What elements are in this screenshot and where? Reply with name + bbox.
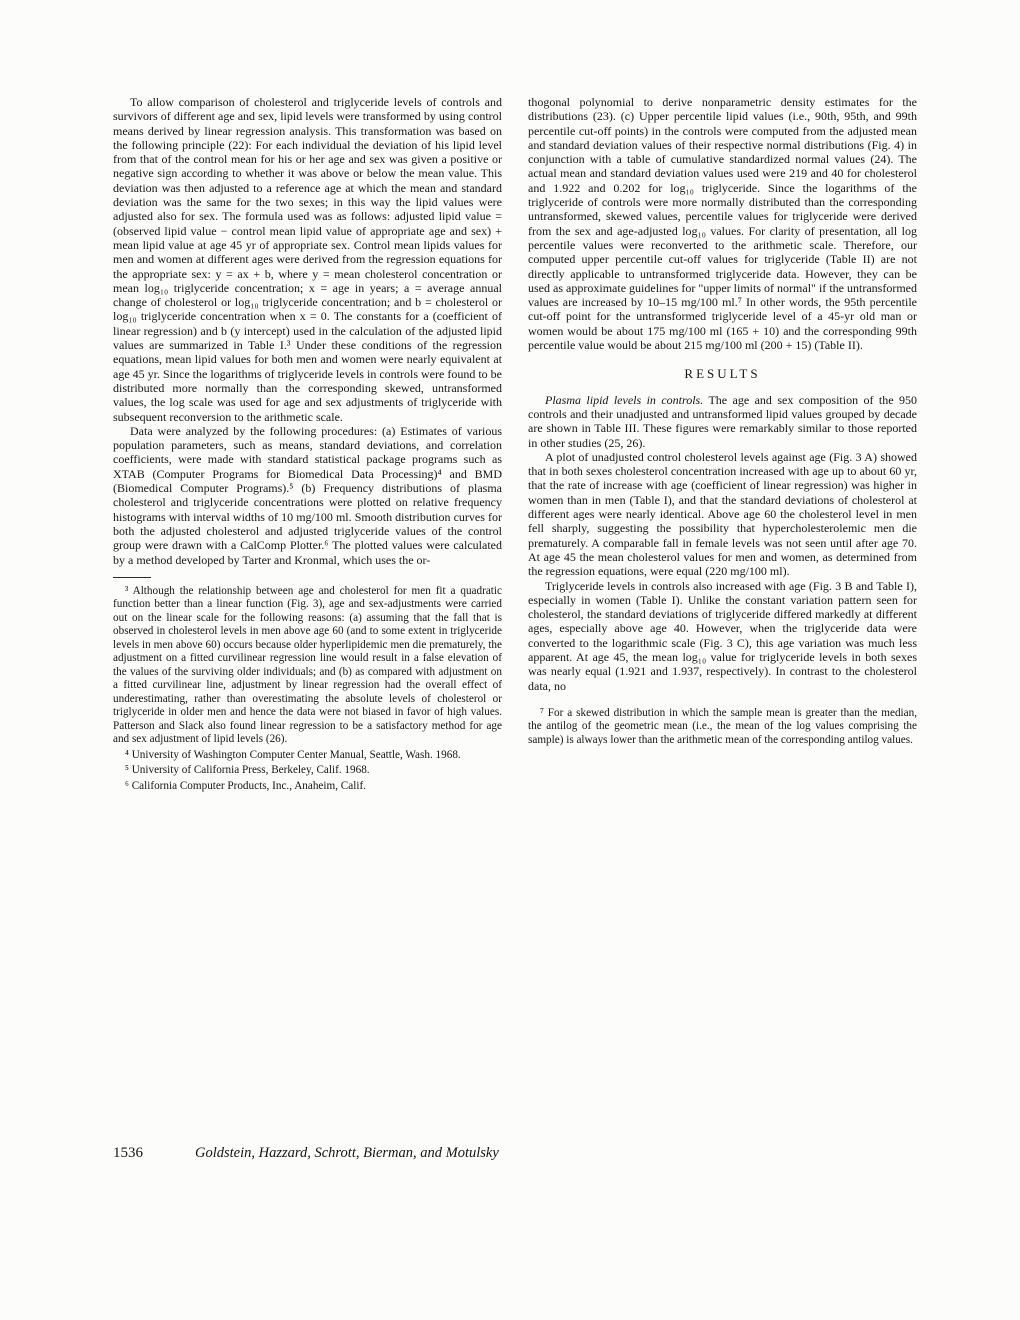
footnote-6: ⁶ California Computer Products, Inc., Anaheim, Calif. <box>125 779 366 792</box>
footnote-4: ⁴ University of Washington Computer Center Manual, Seattle, Wash. 1968. <box>125 748 461 761</box>
paragraph-methods-adjustment: To allow comparison of cholesterol and triglyceride levels of controls and survivors of different age and sex, lipid levels were transformed by using control means derived by linear regression analysis. This transformation was based on the following principle (22): For each individual the deviation of his lipid level from that of the control mean for his or her age and sex was given a positive or negative sign according to whether it was above or below the mean value. This deviation was then adjusted to a reference age at which the mean and standard deviation was the same for the two sexes; in this way the lipid values were adjusted also for sex. The formula used was as follows: adjusted lipid value = (observed lipid value − control mean lipid value of appropriate age and sex) + mean lipid value at age 45 yr of appropriate sex. Control mean lipids values for men and women at different ages were derived from the regression equations for the appropriate sex: y = ax + b, where y = mean cholesterol concentration or mean log₁₀ triglyceride concentration; x = age in years; a = average annual change of cholesterol or log₁₀ triglyceride concentration; and b = cholesterol or log₁₀ triglyceride concentration when x = 0. The constants for a (coefficient of linear regression) and b (y intercept) used in the calculation of the adjusted lipid values are summarized in Table I.³ Under these conditions of the regression equations, mean lipid values for both men and women were nearly equivalent at age 45 yr. Since the logarithms of triglyceride levels in controls were found to be distributed more normally than the corresponding skewed, untransformed values, the log scale was used for age and sex adjustments of triglyceride with subsequent reconversion to the arithmetic scale. <box>113 95 502 424</box>
footnote-7: ⁷ For a skewed distribution in which the sample mean is greater than the median, the antilog of the geometric mean (i.e., the mean of the log values comprising the sample) is always lower than the arithmetic mean of the corresponding antilog values. <box>528 706 917 746</box>
paragraph-lead-italic: Plasma lipid levels in controls. <box>545 392 704 407</box>
footnote-5: ⁵ University of California Press, Berkeley, Calif. 1968. <box>125 764 370 777</box>
paragraph-cholesterol-plot: A plot of unadjusted control cholesterol levels against age (Fig. 3 A) showed that in both sexes cholesterol concentration increased with age up to about 60 yr, that the rate of increase with age (coefficient of linear regression) was higher in women than in men (Table I), and that the standard deviations of cholesterol at different ages were nearly identical. Above age 60 the cholesterol level in men fell sharply, suggesting the possibility that hypercholesterolemic men die prematurely. A comparable fall in female levels was not seen until after age 70. At age 45 the mean cholesterol values for men and women, as determined from the regression equations, were equal (220 mg/100 ml). <box>528 449 917 579</box>
footnote-3: ³ Although the relationship between age and cholesterol for men fit a quadratic function better than a linear function (Fig. 3), age and sex-adjustments were carried out on the linear scale for the following reasons: (a) assuming that the fall that is observed in cholesterol levels in men above age 60 (and to some extent in triglyceride levels in men above 60) occurs because older hyperlipidemic men die prematurely, the adjustment on a fitted curvilinear regression line would result in a false elevation of the values of the surviving older individuals; and (b) as compared with adjustment on a fitted curvilinear line, adjustment by linear regression had the overall effect of underestimating, rather than overestimating the absolute levels of cholesterol or triglyceride in older men and hence the data were not biased in favor of high values. Patterson and Slack also found linear regression to be a satisfactory method for age and sex adjustment of lipid levels (26). <box>113 584 502 746</box>
section-heading-results: RESULTS <box>684 366 761 382</box>
left-column <box>113 95 502 793</box>
page-number: 1536 <box>113 1145 143 1161</box>
paragraph-data-analysis: Data were analyzed by the following procedures: (a) Estimates of various population parameters, such as means, standard deviations, and correlation coefficients, were made with standard statistical package programs such as XTAB (Computer Programs for Biomedical Data Processing)⁴ and BMD (Biomedical Computer Programs).⁵ (b) Frequency distributions of plasma cholesterol and triglyceride concentrations were plotted on relative frequency histograms with interval widths of 10 mg/100 ml. Smooth distribution curves for both the adjusted cholesterol and adjusted triglyceride values of the control group were drawn with a CalComp Plotter.⁶ The plotted values were calculated by a method developed by Tarter and Kronmal, which uses the or- <box>113 423 502 567</box>
footnote-separator <box>113 577 151 578</box>
running-authors: Goldstein, Hazzard, Schrott, Bierman, and Motulsky <box>195 1145 499 1161</box>
paragraph-plasma-lipids <box>528 393 917 450</box>
paragraph-triglyceride-levels: Triglyceride levels in controls also increased with age (Fig. 3 B and Table I), especially in women (Table I). Unlike the constant variation pattern seen for cholesterol, the standard deviations of triglyceride differed markedly at different ages, especially above age 40. However, when the triglyceride data were converted to the logarithmic scale (Fig. 3 C), this age variation was much less apparent. At age 45, the mean log₁₀ value for triglyceride levels in both sexes was nearly equal (1.921 and 1.937, respectively). In contrast to the cholesterol data, no <box>528 578 917 693</box>
two-column-layout <box>113 95 917 793</box>
right-column <box>528 95 917 793</box>
paragraph-lead-rest: The age and sex composition of the 950 controls and their unadjusted and untransformed lipid values grouped by decade are shown in Table III. These figures were remarkably similar to those reported in other studies (25, 26). <box>528 392 918 450</box>
page-footer <box>113 1145 917 1162</box>
paragraph-percentile-continuation: thogonal polynomial to derive nonparametric density estimates for the distributions (23). (c) Upper percentile lipid values (i.e., 90th, 95th, and 99th percentile cut-off points) in the controls were computed from the adjusted mean and standard deviation values of their respective normal distributions (Fig. 4) in conjunction with a table of cumulative standardized normal values (24). The actual mean and standard deviation values used were 219 and 40 for cholesterol and 1.922 and 0.202 for log₁₀ triglyceride. Since the logarithms of the triglyceride of controls were more normally distributed than the corresponding untransformed, skewed values, percentile values for triglyceride were derived from the sex and age-adjusted log₁₀ values. For clarity of presentation, all log percentile values were reconverted to the arithmetic scale. Therefore, our computed upper percentile cut-off values for triglyceride (Table II) are not directly applicable to untransformed triglyceride data. However, they can be used as approximate guidelines for "upper limits of normal" if the untransformed values are increased by 10–15 mg/100 ml.⁷ In other words, the 95th percentile cut-off point for the untransformed triglyceride level of a 45-yr old man or women would be about 175 mg/100 ml (165 + 10) and the corresponding 99th percentile value would be about 215 mg/100 ml (200 + 15) (Table II). <box>528 95 917 353</box>
